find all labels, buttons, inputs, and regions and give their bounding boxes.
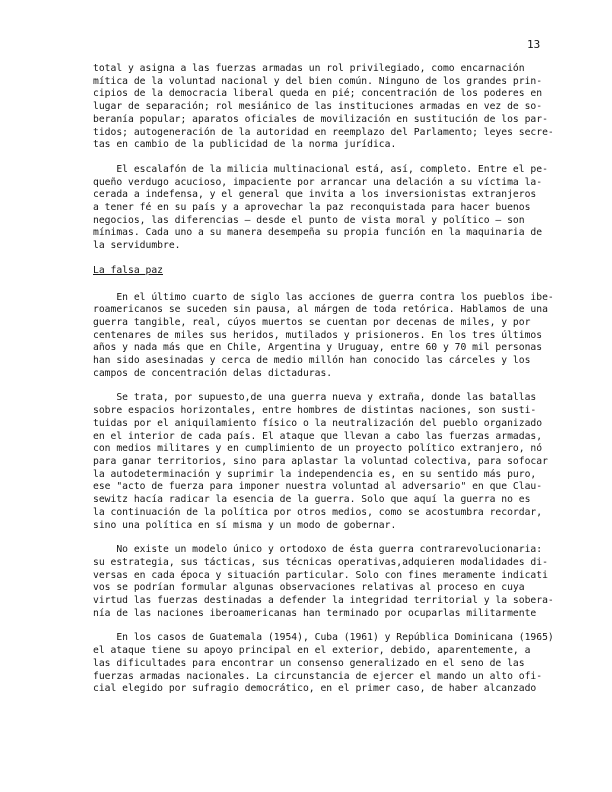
text-line: han sido asesinadas y cerca de medio millón han conocido las cárceles y los <box>93 355 531 367</box>
text-line: la autodeterminación y suprimir la independencia es, en su sentido más puro, <box>93 468 537 480</box>
paragraph-6 <box>93 632 583 696</box>
text-line: campos de concentración delas dictaduras. <box>93 367 333 379</box>
text-line: versas en cada época y situación particular. Solo con fines meramente indicati <box>93 569 548 581</box>
text-line: cial elegido por sufragio democrático, en el primer caso, de haber alcanzado <box>93 683 537 695</box>
text-line: ese "acto de fuerza para imponer nuestra voluntad al adversario" en que Clau- <box>93 481 543 493</box>
text-line: con medios militares y en cumplimiento de un proyecto político extranjero, nó <box>93 443 543 455</box>
paragraph-3 <box>93 292 583 381</box>
text-line: años y nada más que en Chile, Argentina y Uruguay, entre 60 y 70 mil personas <box>93 342 543 354</box>
text-line: las dificultades para encontrar un consenso generalizado en el seno de las <box>93 657 525 669</box>
text-line: negocios, las diferencias – desde el punto de vista moral y político – son <box>93 214 525 226</box>
text-line: su estrategia, sus tácticas, sus técnicas operativas,adquieren modalidades di- <box>93 556 548 568</box>
text-line: tidos; autogeneración de la autoridad en reemplazo del Parlamento; leyes secre- <box>93 126 554 138</box>
text-line: en el interior de cada país. El ataque que llevan a cabo las fuerzas armadas, <box>93 430 543 442</box>
text-line: total y asigna a las fuerzas armadas un rol privilegiado, como encarnación <box>93 63 525 74</box>
text-line: nía de las naciones iberoamericanas han terminado por ocuparlas militarmente <box>93 607 537 619</box>
text-line: sewitz hacía radicar la esencia de la guerra. Solo que aquí la guerra no es <box>93 494 531 506</box>
paragraph-4 <box>93 392 583 532</box>
text-line: a tener fé en su país y a aprovechar la paz reconquistada para hacer buenos <box>93 202 531 214</box>
text-line: queño verdugo acucioso, impaciente por arrancar una delación a su víctima la- <box>93 176 543 188</box>
text-line: sino una política en sí misma y un modo de gobernar. <box>93 519 397 531</box>
text-line: la servidumbre. <box>93 240 181 252</box>
text-line: centenares de miles sus heridos, mutilados y prisioneros. En los tres últimos <box>93 329 543 341</box>
text-line: para ganar territorios, sino para aplastar la voluntad colectiva, para sofocar <box>93 455 548 467</box>
text-line: mítica de la voluntad nacional y del bien común. Ninguno de los grandes prin- <box>93 75 543 87</box>
text-line: cipios de la democracia liberal queda en pié; concentración de los poderes en <box>93 88 543 100</box>
text-line: En los casos de Guatemala (1954), Cuba (1961) y República Dominicana (1965) <box>93 632 554 644</box>
text-line: mínimas. Cada uno a su manera desempeña su propia función en la maquinaria de <box>93 227 543 239</box>
page-number: 13 <box>527 38 541 51</box>
text-line: tas en cambio de la publicidad de la norma jurídica. <box>93 139 397 151</box>
paragraph-5 <box>93 544 583 620</box>
section-heading: La falsa paz <box>93 264 163 276</box>
text-line: No existe un modelo único y ortodoxo de ésta guerra contrarevolucionaria: <box>93 544 543 556</box>
text-line: El escalafón de la milicia multinacional está, así, completo. Entre el pe- <box>93 163 548 175</box>
text-line: lugar de separación; rol mesiánico de las instituciones armadas en vez de so- <box>93 101 543 113</box>
text-line: roamericanos se suceden sin pausa, al márgen de toda retórica. Hablamos de una <box>93 304 548 316</box>
paragraph-2 <box>93 164 583 253</box>
text-line: virtud las fuerzas destinadas a defender la integridad territorial y la sobera- <box>93 595 554 607</box>
text-line: cerada a indefensa, y el general que invita a los inversionistas extranjeros <box>93 189 537 201</box>
text-line: sobre espacios horizontales, entre hombres de distintas naciones, son susti- <box>93 405 537 417</box>
text-line: Se trata, por supuesto,de una guerra nueva y extraña, donde las batallas <box>93 392 537 404</box>
text-line: el ataque tiene su apoyo principal en el exterior, debido, aparentemente, a <box>93 645 531 657</box>
text-line: En el último cuarto de siglo las acciones de guerra contra los pueblos ibe- <box>93 291 554 303</box>
text-line: vos se podrían formular algunas observaciones relativas al proceso en cuya <box>93 582 525 594</box>
text-line: la continuación de la política por otros medios, como se acostumbra recordar, <box>93 506 543 518</box>
paragraph-1 <box>93 63 583 152</box>
text-line: beranía popular; aparatos oficiales de movilización en sustitución de los par- <box>93 113 548 125</box>
text-line: tuidas por el aniquilamiento físico o la neutralización del pueblo organizado <box>93 417 543 429</box>
text-line: guerra tangible, real, cúyos muertos se cuentan por decenas de miles, y por <box>93 316 531 328</box>
text-line: fuerzas armadas nacionales. La circunstancia de ejercer el mando un alto ofi- <box>93 670 543 682</box>
page-body <box>93 63 583 708</box>
